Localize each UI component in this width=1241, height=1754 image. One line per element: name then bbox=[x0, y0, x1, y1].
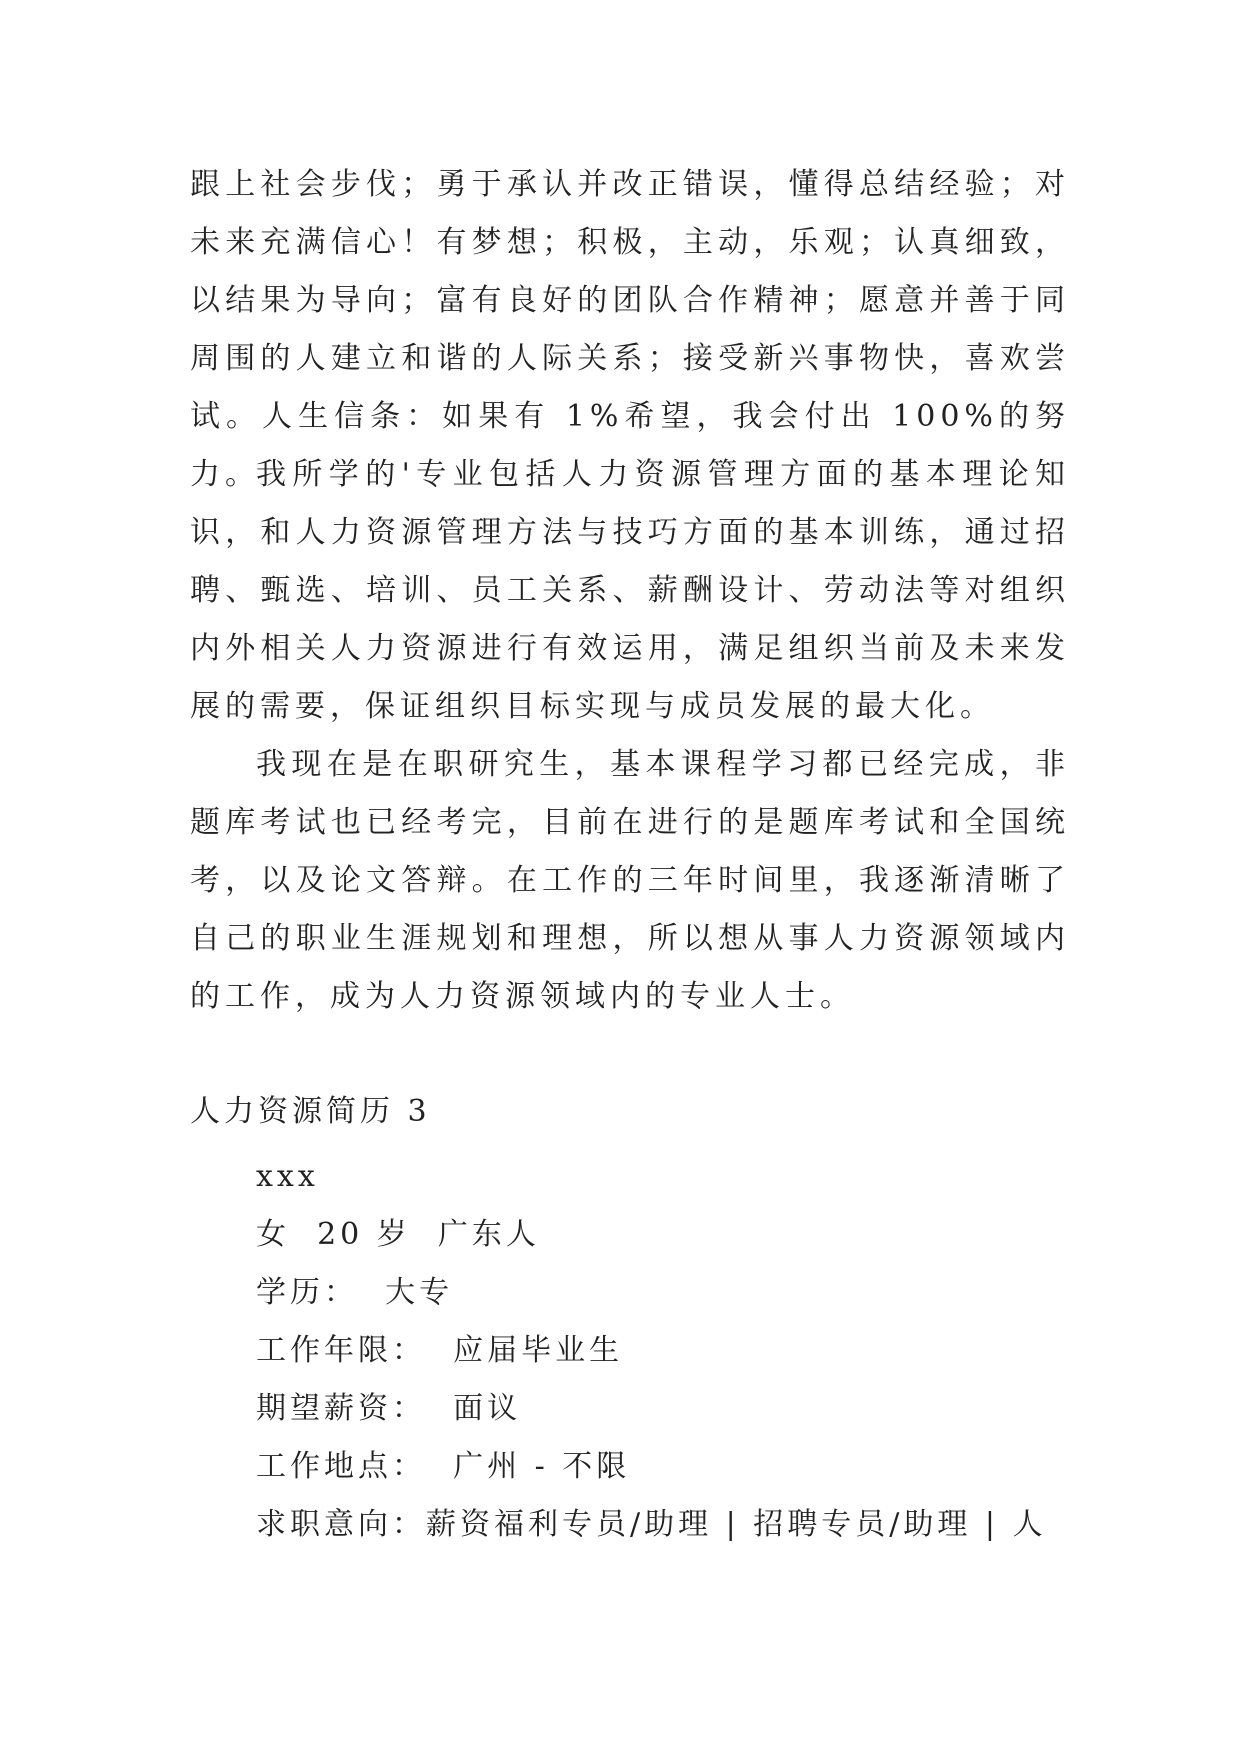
resume-job-intention: 求职意向：薪资福利专员/助理 | 招聘专员/助理 | 人 bbox=[256, 1507, 1047, 1542]
paragraph-major: 我所学的'专业包括人力资源管理方面的基本理论知识，和人力资源管理方法与技巧方面的基本训练，通过招聘、甄选、培训、员工关系、薪酬设计、劳动法等对组织内外相关人力资源进行有效运用，满足组织当前及未来发展的需要，保证组织目标实现与成员发展的最大化。 bbox=[190, 457, 1070, 724]
paragraph-current-status: 我现在是在职研究生，基本课程学习都已经完成，非题库考试也已经考完，目前在进行的是题库考试和全国统考，以及论文答辩。在工作的三年时间里，我逐渐清晰了自己的职业生涯规划和理想，所以想从事人力资源领域内的工作，成为人力资源领域内的专业人士。 bbox=[190, 747, 1070, 1014]
resume-expected-salary: 期望薪资： 面议 bbox=[256, 1391, 522, 1426]
paragraph-strengths: 跟上社会步伐；勇于承认并改正错误，懂得总结经验；对未来充满信心！有梦想；积极，主动，乐观；认真细致，以结果为导向；富有良好的团队合作精神；愿意并善于同周围的人建立和谐的人际关系；接受新兴事物快，喜欢尝试。人生信条：如果有 1%希望，我会付出 100%的努力。 bbox=[190, 167, 1070, 492]
resume-education: 学历： 大专 bbox=[256, 1275, 454, 1310]
resume-info-list bbox=[256, 1148, 1076, 1554]
resume-name: xxx bbox=[256, 1159, 319, 1194]
section-title: 人力资源简历 3 bbox=[190, 1094, 431, 1129]
resume-work-location: 工作地点： 广州 - 不限 bbox=[256, 1449, 631, 1484]
resume-basic-info: 女 20 岁 广东人 bbox=[256, 1217, 540, 1252]
resume-experience: 工作年限： 应届毕业生 bbox=[256, 1333, 624, 1368]
